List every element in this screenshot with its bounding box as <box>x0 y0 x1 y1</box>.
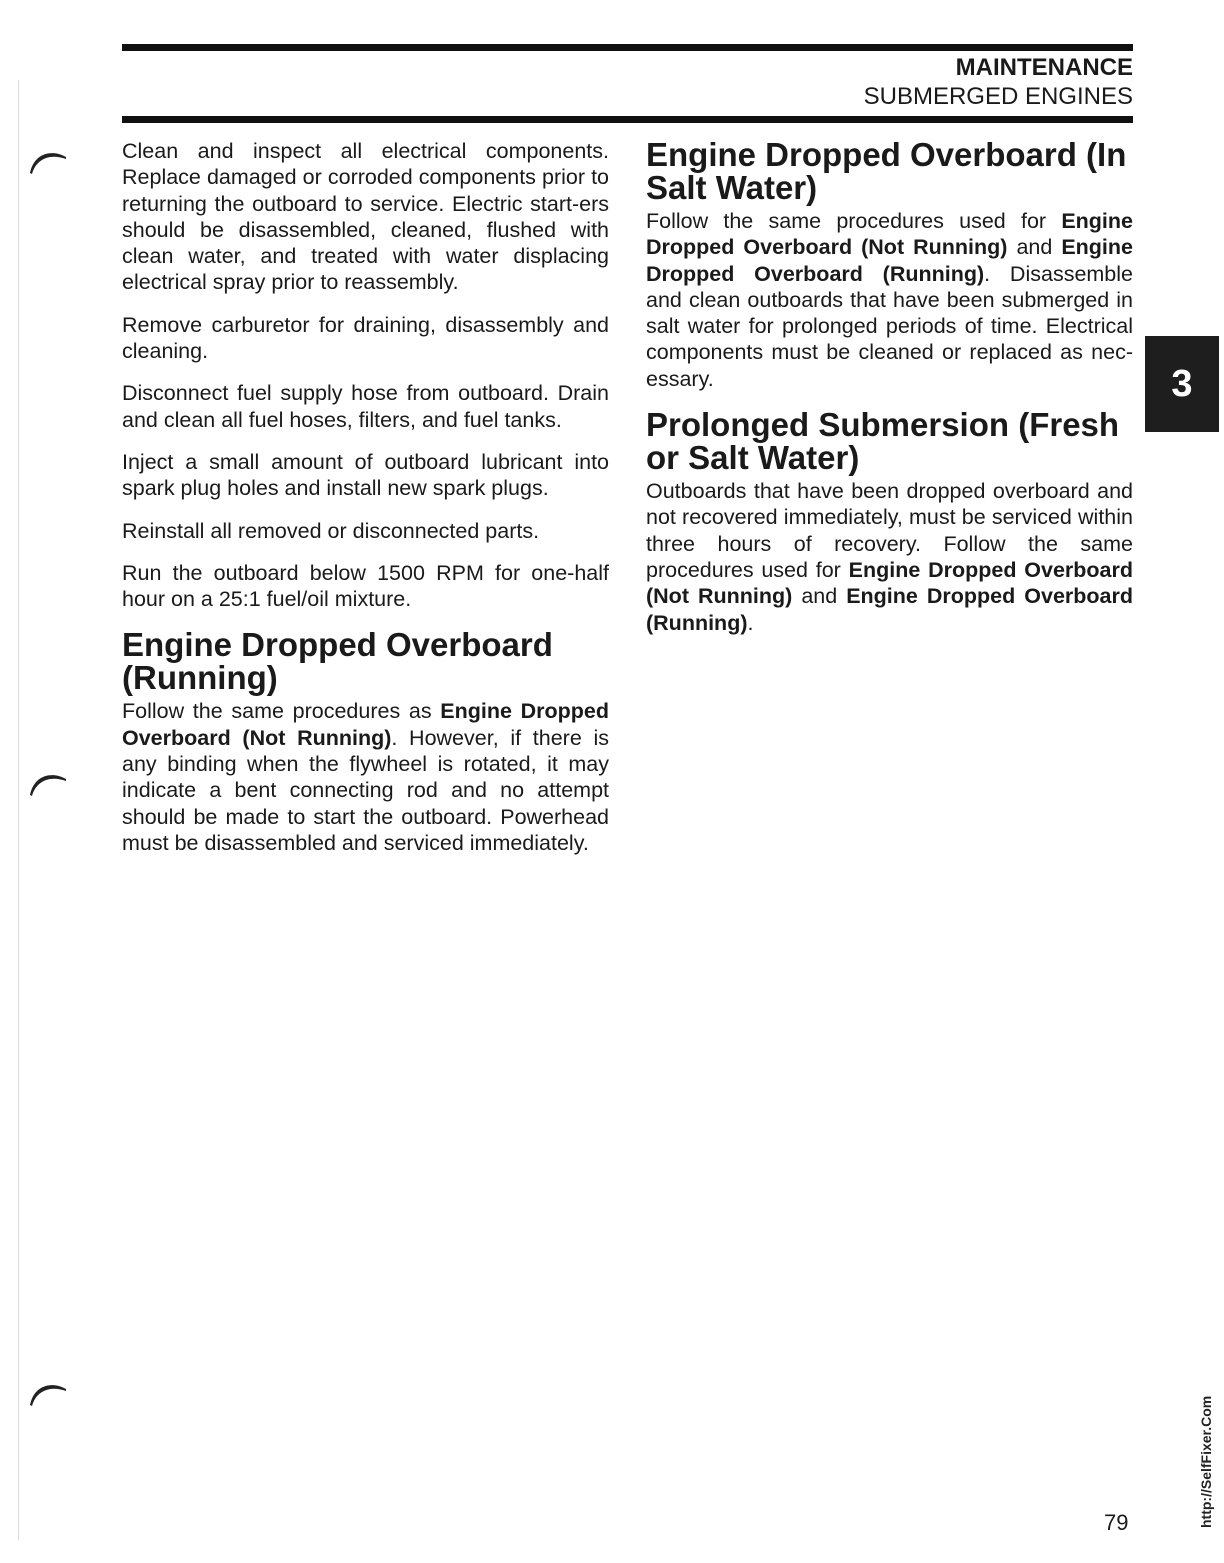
binder-hole-mark <box>22 765 70 813</box>
running-section-body <box>122 698 609 856</box>
body-text: . <box>747 610 754 635</box>
body-text: . Disassemble and clean outboards that have been submerged in salt water for prolonged periods of time. Electrical components must be cleaned or replaced as nec-essary. <box>646 261 1133 391</box>
section-heading-prolonged-submersion: Prolonged Submersion (Fresh or Salt Water) <box>646 406 1120 477</box>
watermark-url: http://SelfFixer.Com <box>1198 1395 1214 1528</box>
right-column <box>646 138 1133 652</box>
header-section-title: MAINTENANCE <box>955 54 1133 81</box>
bold-reference: Engine Dropped Overboard (Running) <box>646 584 1133 635</box>
body-text: Follow the same procedures used for <box>646 209 1062 233</box>
paragraph: Disconnect fuel supply hose from outboard. Drain and clean all fuel hoses, filters, and fuel tanks. <box>122 381 609 432</box>
page-number: 79 <box>1104 1510 1129 1535</box>
body-text: Outboards that have been dropped overboard and not recovered immediately, must be serviced within three hours of recovery. Follow the same procedures used for <box>646 479 1133 582</box>
header-subsection-title: SUBMERGED ENGINES <box>863 83 1133 110</box>
paragraph: Reinstall all removed or disconnected parts. <box>122 518 540 543</box>
bold-reference: Engine Dropped Overboard (Running) <box>646 235 1133 286</box>
body-text: Follow the same procedures as <box>122 699 441 724</box>
section-heading-running: Engine Dropped Overboard (Running) <box>122 626 553 697</box>
paragraph: Clean and inspect all electrical components. Replace damaged or corroded components prior to returning the outboard to service. Electric start-ers should be disassembled, cleaned, flushed with clean water, and treated with water displacing electrical spray prior to reassembly. <box>122 139 609 295</box>
body-text: . However, if there is any binding when the flywheel is rotated, it may indicate a bent connecting rod and no attempt should be made to start the outboard. Powerhead must be disassembled and serviced immediately. <box>122 725 609 855</box>
chapter-tab: 3 <box>1145 336 1219 432</box>
bold-reference: Engine Dropped Overboard (Not Running) <box>646 557 1133 609</box>
left-column <box>122 138 609 872</box>
bold-reference: Engine Dropped Overboard (Not Running) <box>646 209 1133 260</box>
body-text: and <box>1007 235 1062 260</box>
binder-hole-mark <box>22 143 70 191</box>
body-text: and <box>792 584 847 609</box>
paragraph: Run the outboard below 1500 RPM for one-half hour on a 25:1 fuel/oil mixture. <box>122 560 609 612</box>
page-edge-shadow <box>18 80 19 1540</box>
section-heading-salt-water: Engine Dropped Overboard (In Salt Water) <box>646 136 1127 206</box>
binder-hole-mark <box>22 1375 70 1423</box>
prolonged-section-body <box>646 478 1133 636</box>
salt-water-section-body <box>646 208 1133 392</box>
header-rule-top <box>122 44 1133 51</box>
header-rule-bottom <box>122 116 1133 123</box>
paragraph: Remove carburetor for draining, disassembly and cleaning. <box>122 312 609 364</box>
bold-reference: Engine Dropped Overboard (Not Running) <box>122 699 609 750</box>
paragraph: Inject a small amount of outboard lubricant into spark plug holes and install new spark plugs. <box>122 449 609 501</box>
